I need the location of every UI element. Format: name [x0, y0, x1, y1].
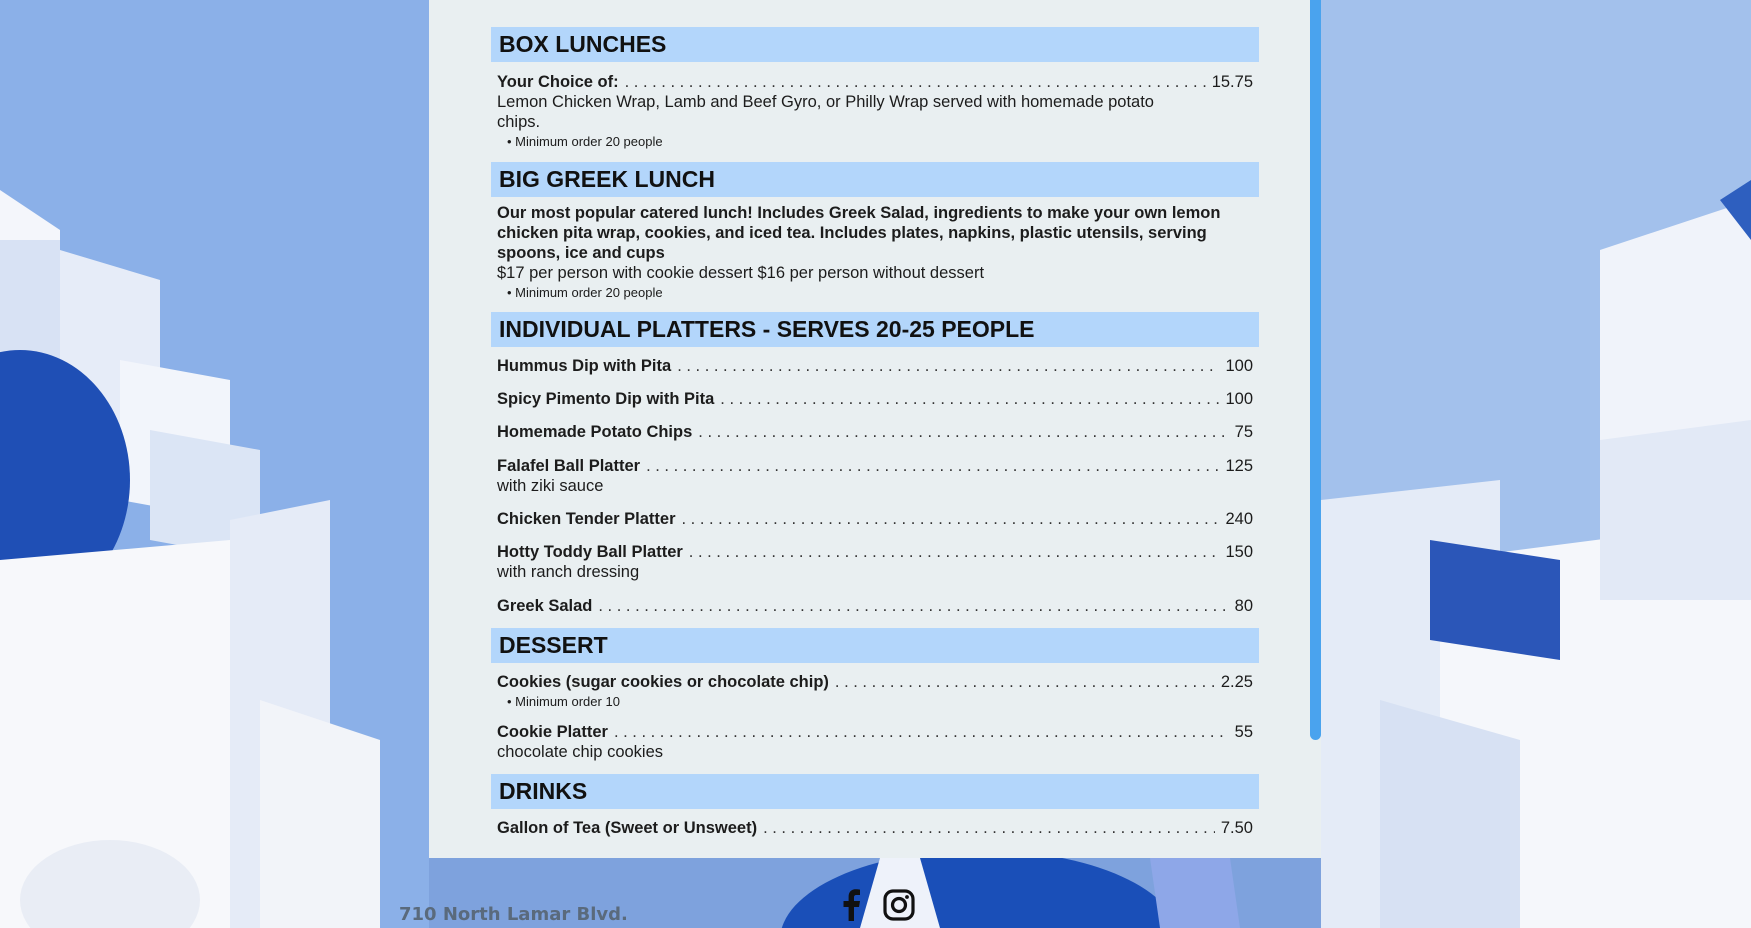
- menu-item-big-greek-lunch: [497, 203, 1253, 300]
- menu-item-box-lunch: [497, 73, 1253, 149]
- item-name: Hotty Toddy Ball Platter: [497, 543, 683, 561]
- item-name: Falafel Ball Platter: [497, 457, 641, 475]
- item-description: Our most popular catered lunch! Includes Greek Salad, ingredients to make your own lemon chicken pita wrap, cookies, and iced tea. Includes plates, napkins, plastic utensils, serving spoons, ice and cups: [497, 204, 1221, 262]
- item-price: 240: [1225, 510, 1253, 528]
- dot-leader: [614, 723, 1229, 742]
- section-header-dessert: [491, 628, 1259, 663]
- item-price: 125: [1225, 457, 1253, 475]
- dot-leader: [598, 597, 1228, 616]
- item-price: 75: [1234, 423, 1253, 441]
- menu-item-pimento: [497, 390, 1253, 409]
- menu-item-falafel: [497, 457, 1253, 496]
- item-name: Your Choice of:: [497, 73, 619, 91]
- dot-leader: [677, 357, 1219, 376]
- menu-item-hotty-toddy: [497, 543, 1253, 582]
- item-name: Gallon of Tea (Sweet or Unsweet): [497, 819, 758, 837]
- item-description: Lemon Chicken Wrap, Lamb and Beef Gyro, or Philly Wrap served with homemade potato chips.: [497, 93, 1154, 131]
- dot-leader: [646, 457, 1219, 476]
- item-price: 7.50: [1220, 819, 1253, 837]
- menu-item-hummus: [497, 357, 1253, 376]
- section-title: INDIVIDUAL PLATTERS - SERVES 20-25 PEOPLE: [499, 316, 1035, 342]
- item-note: • Minimum order 20 people: [507, 134, 663, 149]
- item-name: Greek Salad: [497, 597, 593, 615]
- dot-leader: [682, 510, 1220, 529]
- item-pricing: $17 per person with cookie dessert $16 per person without dessert: [497, 264, 985, 282]
- dot-leader: [763, 819, 1215, 838]
- menu-item-greek-salad: [497, 597, 1253, 616]
- scrollbar[interactable]: [1310, 0, 1321, 740]
- item-price: 15.75: [1211, 73, 1253, 91]
- section-title: BIG GREEK LUNCH: [499, 166, 715, 192]
- facebook-icon[interactable]: [834, 888, 868, 922]
- item-price: 100: [1225, 390, 1253, 408]
- footer-address: 710 North Lamar Blvd.: [399, 904, 628, 925]
- menu-item-tea: [497, 819, 1253, 838]
- item-name: Cookies (sugar cookies or chocolate chip): [497, 673, 829, 691]
- item-price: 100: [1225, 357, 1253, 375]
- item-price: 2.25: [1220, 673, 1253, 691]
- section-title: DRINKS: [499, 778, 588, 804]
- dot-leader: [625, 73, 1206, 92]
- item-description: with ziki sauce: [497, 477, 604, 495]
- item-name: Cookie Platter: [497, 723, 608, 741]
- item-name: Chicken Tender Platter: [497, 510, 676, 528]
- instagram-icon[interactable]: [882, 888, 916, 922]
- section-header-platters: [491, 312, 1259, 347]
- dot-leader: [689, 543, 1220, 562]
- section-title: BOX LUNCHES: [499, 31, 667, 57]
- item-name: Hummus Dip with Pita: [497, 357, 672, 375]
- item-description: chocolate chip cookies: [497, 743, 664, 761]
- dot-leader: [720, 390, 1219, 409]
- menu-item-cookies: [497, 673, 1253, 709]
- item-name: Spicy Pimento Dip with Pita: [497, 390, 715, 408]
- item-description: with ranch dressing: [497, 563, 640, 581]
- item-price: 55: [1234, 723, 1253, 741]
- menu-item-cookie-platter: [497, 723, 1253, 762]
- section-header-drinks: [491, 774, 1259, 809]
- item-note: • Minimum order 10: [507, 694, 620, 709]
- section-header-box-lunches: [491, 27, 1259, 62]
- section-title: DESSERT: [499, 632, 608, 658]
- menu-item-chips: [497, 423, 1253, 442]
- section-header-big-greek-lunch: [491, 162, 1259, 197]
- item-price: 80: [1234, 597, 1253, 615]
- dot-leader: [835, 673, 1215, 692]
- item-name: Homemade Potato Chips: [497, 423, 693, 441]
- dot-leader: [698, 423, 1228, 442]
- menu-item-chicken-tender: [497, 510, 1253, 529]
- item-price: 150: [1225, 543, 1253, 561]
- item-note: • Minimum order 20 people: [507, 285, 663, 300]
